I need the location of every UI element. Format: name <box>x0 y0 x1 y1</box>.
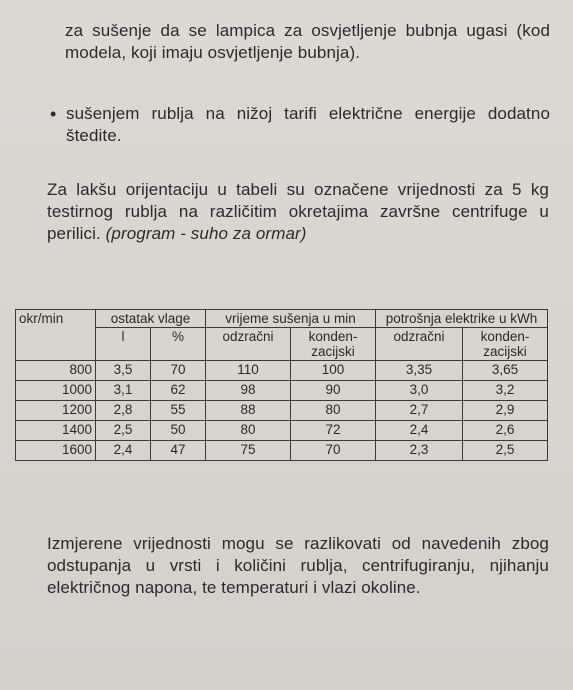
cell-energy-vented: 2,4 <box>376 421 463 441</box>
drying-table <box>15 309 548 461</box>
cell-rpm: 1400 <box>16 421 96 441</box>
header-moisture-l: l <box>96 328 151 361</box>
header-time-vented: odzračni <box>206 328 291 361</box>
cell-l: 2,4 <box>96 441 151 461</box>
bullet-mark: • <box>50 104 57 124</box>
cell-energy-condenser: 3,2 <box>463 381 548 401</box>
table-row <box>16 421 548 441</box>
cell-energy-vented: 3,35 <box>376 361 463 381</box>
cell-pct: 62 <box>151 381 206 401</box>
cell-energy-vented: 2,7 <box>376 401 463 421</box>
intro-paragraph <box>47 179 549 245</box>
measurement-note: Izmjerene vrijednosti mogu se razlikovati od navedenih zbog odstupanja u vrsti i količini rublja, centrifugiranju, njihanju električnog napona, te temperaturi i vlazi okoline. <box>47 534 549 597</box>
cell-time-condenser: 80 <box>291 401 376 421</box>
intro-text: Za lakšu orijentaciju u tabeli su označene vrijednosti za 5 kg testirnog rublja na različitim okretajima završne centrifuge u perilici. <box>47 180 549 243</box>
cell-time-vented: 98 <box>206 381 291 401</box>
header-moisture-pct: % <box>151 328 206 361</box>
cell-energy-condenser: 2,6 <box>463 421 548 441</box>
cell-time-condenser: 90 <box>291 381 376 401</box>
cell-pct: 70 <box>151 361 206 381</box>
cell-rpm: 800 <box>16 361 96 381</box>
cell-energy-condenser: 3,65 <box>463 361 548 381</box>
table-subheader-row <box>16 328 548 361</box>
cell-pct: 50 <box>151 421 206 441</box>
header-energy: potrošnja elektrike u kWh <box>376 310 548 328</box>
cell-l: 3,1 <box>96 381 151 401</box>
bullet-item <box>50 103 550 147</box>
header-rpm: okr/min <box>16 310 96 361</box>
cell-energy-vented: 3,0 <box>376 381 463 401</box>
cell-rpm: 1000 <box>16 381 96 401</box>
cell-pct: 47 <box>151 441 206 461</box>
cell-time-condenser: 100 <box>291 361 376 381</box>
table-row <box>16 401 548 421</box>
cell-energy-condenser: 2,9 <box>463 401 548 421</box>
header-drying-time: vrijeme sušenja u min <box>206 310 376 328</box>
bullet-text: sušenjem rublja na nižoj tarifi električne energije dodatno štedite. <box>66 104 550 145</box>
cell-time-vented: 88 <box>206 401 291 421</box>
cell-time-condenser: 70 <box>291 441 376 461</box>
cell-time-condenser: 72 <box>291 421 376 441</box>
cell-l: 2,5 <box>96 421 151 441</box>
cell-l: 2,8 <box>96 401 151 421</box>
cell-l: 3,5 <box>96 361 151 381</box>
cell-energy-condenser: 2,5 <box>463 441 548 461</box>
cell-rpm: 1200 <box>16 401 96 421</box>
cell-time-vented: 110 <box>206 361 291 381</box>
cell-energy-vented: 2,3 <box>376 441 463 461</box>
table-row <box>16 381 548 401</box>
header-energy-vented: odzračni <box>376 328 463 361</box>
header-energy-condenser: konden-zacijski <box>463 328 548 361</box>
cell-rpm: 1600 <box>16 441 96 461</box>
table-row <box>16 361 548 381</box>
intro-program-note: (program - suho za ormar) <box>105 224 307 243</box>
cell-time-vented: 75 <box>206 441 291 461</box>
header-time-condenser: konden-zacijski <box>291 328 376 361</box>
table-row <box>16 441 548 461</box>
paragraph-continuation: za sušenje da se lampica za osvjetljenje bubnja ugasi (kod modela, koji imaju osvjetljenje bubnja). <box>65 21 550 62</box>
header-moisture: ostatak vlage <box>96 310 206 328</box>
cell-pct: 55 <box>151 401 206 421</box>
cell-time-vented: 80 <box>206 421 291 441</box>
table-header-row <box>16 310 548 328</box>
